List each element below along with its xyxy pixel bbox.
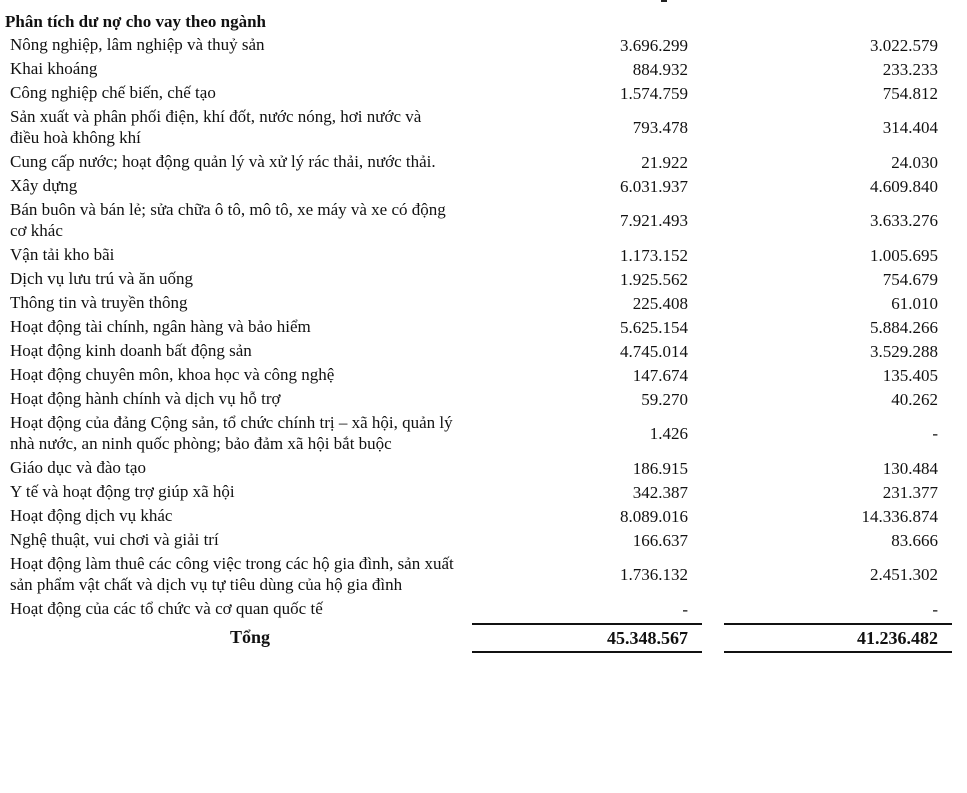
column-end [938,387,967,411]
value-current-period: 4.745.014 [620,341,688,361]
table-row [0,339,967,363]
column-gap [688,411,718,456]
table-row [0,387,967,411]
total-current-period [500,621,688,654]
value-current-period: 1.925.562 [620,269,688,289]
sector-label: Hoạt động kinh doanh bất động sản [10,341,252,360]
value-current-period: 1.574.759 [620,83,688,103]
sector-label: Công nghiệp chế biến, chế tạo [10,83,216,102]
value-prior-period: 2.451.302 [870,565,938,584]
column-end [938,504,967,528]
column-end [938,243,967,267]
top-dash-mark [661,0,667,2]
value-prior-period: 233.233 [882,59,938,79]
value-prior-period: 24.030 [891,152,938,172]
value-prior-period: 135.405 [882,365,938,385]
value-current-period: 1.173.152 [620,245,688,265]
value-prior-period: 4.609.840 [870,176,938,196]
total-prior-value: 41.236.482 [857,628,938,648]
column-end [938,33,967,57]
sector-label: Cung cấp nước; hoạt động quản lý và xử lý rác thải, nước thải. [10,152,436,171]
table-row [0,198,967,243]
table-row [0,243,967,267]
loans-by-sector-table [0,11,967,654]
column-gap [688,387,718,411]
column-gap [688,150,718,174]
column-gap [688,81,718,105]
column-end [938,291,967,315]
column-gap [688,339,718,363]
sector-label: Nghệ thuật, vui chơi và giải trí [10,530,219,549]
table-row [0,291,967,315]
value-prior-period: 3.022.579 [870,35,938,55]
value-current-period: 6.031.937 [620,176,688,196]
value-current-period: 21.922 [641,152,688,172]
column-gap [688,243,718,267]
table-row [0,174,967,198]
table-row [0,267,967,291]
value-current-period: - [682,599,688,619]
value-current-period: 793.478 [632,118,688,137]
value-current-period: 5.625.154 [620,317,688,337]
column-end [938,528,967,552]
column-end [938,150,967,174]
column-end [938,315,967,339]
value-current-period: 147.674 [632,365,688,385]
value-current-period: 884.932 [632,59,688,79]
table-row [0,150,967,174]
sector-label: Hoạt động tài chính, ngân hàng và bảo hiểm [10,317,311,336]
sector-label: Hoạt động dịch vụ khác [10,506,173,525]
table-row [0,57,967,81]
table-row [0,81,967,105]
value-prior-period: 3.529.288 [870,341,938,361]
value-prior-period: 754.812 [882,83,938,103]
column-gap [688,480,718,504]
column-end [938,57,967,81]
table-row [0,315,967,339]
column-end [938,339,967,363]
column-gap [688,105,718,150]
column-gap [688,363,718,387]
table-row [0,105,967,150]
sector-label: Thông tin và truyền thông [10,293,188,312]
sector-label: Giáo dục và đào tạo [10,458,146,477]
table-body [0,11,967,654]
column-gap [688,504,718,528]
value-current-period: 166.637 [632,530,688,550]
column-gap [688,174,718,198]
column-end [938,198,967,243]
sector-label: Xây dựng [10,176,78,195]
sector-label: Dịch vụ lưu trú và ăn uống [10,269,193,288]
column-gap [688,456,718,480]
value-prior-period: 314.404 [882,118,938,137]
column-end [938,105,967,150]
sector-label: Sản xuất và phân phối điện, khí đốt, nước nóng, hơi nước và điều hoà không khí [10,107,422,147]
column-end [938,456,967,480]
column-gap [688,291,718,315]
value-prior-period: 130.484 [882,458,938,478]
sector-label: Nông nghiệp, lâm nghiệp và thuỷ sản [10,35,265,54]
total-current-value: 45.348.567 [607,628,688,648]
value-prior-period: 231.377 [882,482,938,502]
total-prior-period [718,621,938,654]
table-row [0,456,967,480]
column-gap [688,597,718,621]
value-prior-period: - [932,424,938,443]
table-row [0,480,967,504]
table-row [0,597,967,621]
sector-label: Hoạt động hành chính và dịch vụ hỗ trợ [10,389,281,408]
sector-label: Hoạt động của đảng Cộng sản, tổ chức chính trị – xã hội, quản lý nhà nước, an ninh quốc phòng; bảo đảm xã hội bắt buộc [10,413,453,453]
column-gap [688,57,718,81]
section-header-row [0,11,967,33]
column-gap [688,267,718,291]
value-current-period: 3.696.299 [620,35,688,55]
column-gap [688,621,718,654]
column-end [938,81,967,105]
column-end [938,411,967,456]
column-gap [688,528,718,552]
table-row [0,33,967,57]
sector-label: Vận tải kho bãi [10,245,115,264]
value-current-period: 186.915 [632,458,688,478]
column-end [938,621,967,654]
column-end [938,363,967,387]
column-end [938,480,967,504]
sector-label: Hoạt động của các tổ chức và cơ quan quốc tế [10,599,323,618]
column-gap [688,198,718,243]
column-end [938,174,967,198]
total-row [0,621,967,654]
column-gap [688,33,718,57]
value-prior-period: 1.005.695 [870,245,938,265]
value-current-period: 1.736.132 [620,565,688,584]
value-current-period: 342.387 [632,482,688,502]
table-row [0,552,967,597]
column-end [938,267,967,291]
value-current-period: 59.270 [641,389,688,409]
section-title: Phân tích dư nợ cho vay theo ngành [5,12,266,31]
value-prior-period: 83.666 [891,530,938,550]
column-end [938,597,967,621]
total-label: Tổng [229,626,271,647]
value-current-period: 225.408 [632,293,688,313]
value-prior-period: 61.010 [891,293,938,313]
value-prior-period: 3.633.276 [870,211,938,230]
value-prior-period: 40.262 [891,389,938,409]
value-prior-period: 5.884.266 [870,317,938,337]
table-row [0,504,967,528]
table-row [0,363,967,387]
value-current-period: 8.089.016 [620,506,688,526]
column-end [938,552,967,597]
value-current-period: 1.426 [649,424,688,443]
sector-label: Bán buôn và bán lẻ; sửa chữa ô tô, mô tô, xe máy và xe có động cơ khác [10,200,446,240]
value-current-period: 7.921.493 [620,211,688,230]
value-prior-period: 14.336.874 [861,506,938,526]
sector-label: Hoạt động làm thuê các công việc trong các hộ gia đình, sản xuất sản phẩm vật chất và dịch vụ tự tiêu dùng của hộ gia đình [10,554,454,594]
sector-label: Hoạt động chuyên môn, khoa học và công nghệ [10,365,335,384]
column-gap [688,315,718,339]
table-row [0,411,967,456]
sector-label: Khai khoáng [10,59,98,78]
table-row [0,528,967,552]
sector-label: Y tế và hoạt động trợ giúp xã hội [10,482,235,501]
value-prior-period: - [932,599,938,619]
value-prior-period: 754.679 [882,269,938,289]
column-gap [688,552,718,597]
